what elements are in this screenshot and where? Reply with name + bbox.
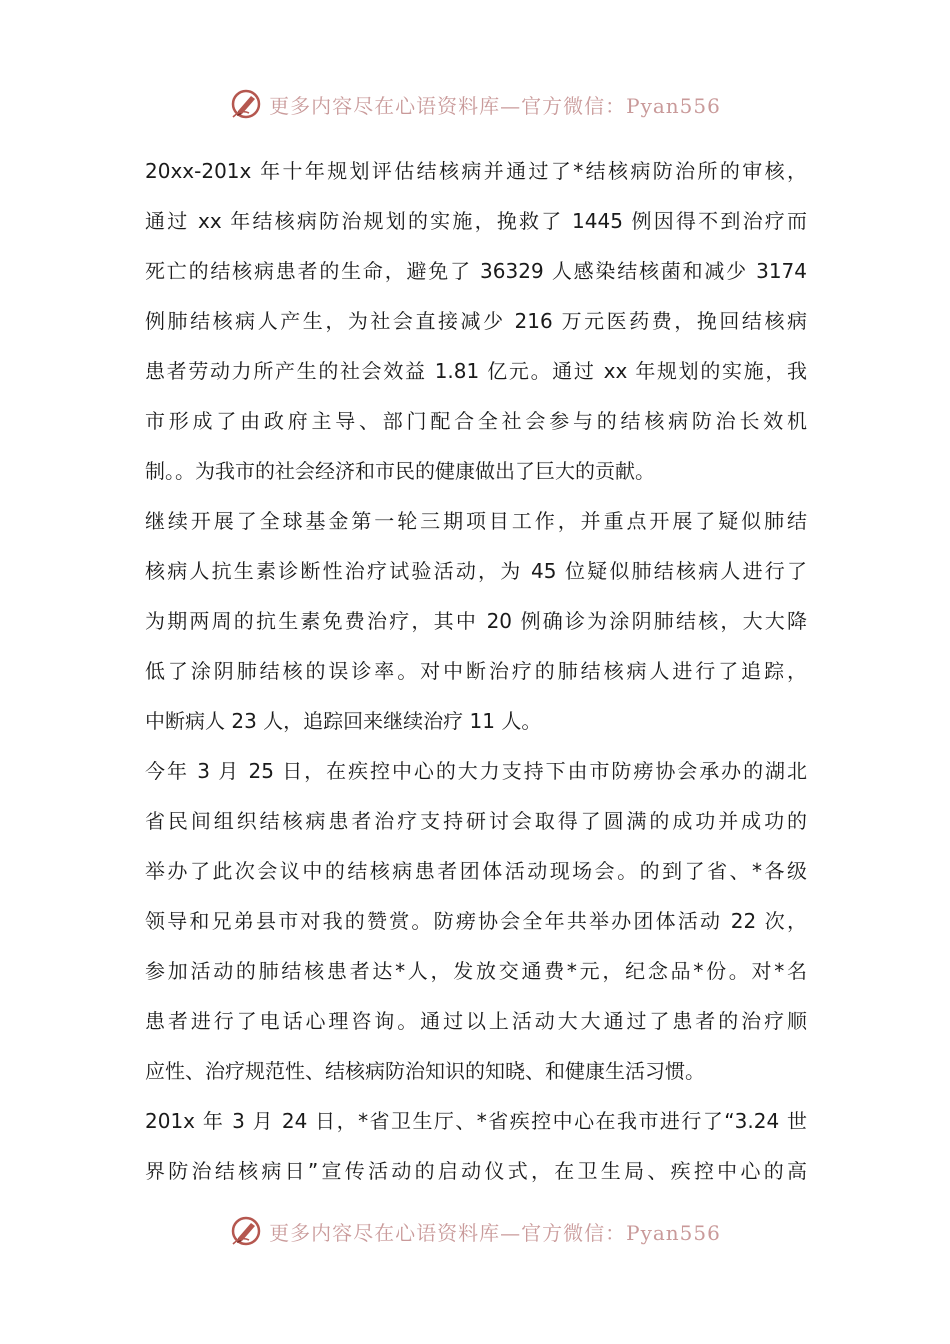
text-line: 患者劳动力所产生的社会效益 1.81 亿元。通过 xx 年规划的实施，我 xyxy=(145,359,807,383)
header-banner xyxy=(0,84,950,124)
text-line: 例肺结核病人产生，为社会直接减少 216 万元医药费，挽回结核病 xyxy=(145,309,807,333)
text-line: 低了涂阴肺结核的误诊率。对中断治疗的肺结核病人进行了追踪， xyxy=(145,659,807,683)
text-line: 20xx-201x 年十年规划评估结核病并通过了*结核病防治所的审核， xyxy=(145,159,807,183)
text-line: 死亡的结核病患者的生命，避免了 36329 人感染结核菌和减少 3174 xyxy=(145,259,807,283)
paragraph-3 xyxy=(145,746,807,1096)
text-line: 领导和兄弟县市对我的赞赏。防痨协会全年共举办团体活动 22 次， xyxy=(145,909,807,933)
text-line: 参加活动的肺结核患者达*人，发放交通费*元，纪念品*份。对*名 xyxy=(145,959,807,983)
document-body xyxy=(145,146,807,1196)
text-line: 制。。为我市的社会经济和市民的健康做出了巨大的贡献。 xyxy=(145,459,655,483)
footer-banner-text: 更多内容尽在心语资料库—官方微信：Pyan556 xyxy=(269,1220,721,1245)
pen-logo-icon xyxy=(229,1214,263,1248)
text-line: 继续开展了全球基金第一轮三期项目工作，并重点开展了疑似肺结 xyxy=(145,509,807,533)
paragraph-1 xyxy=(145,146,807,496)
pen-logo-icon xyxy=(229,87,263,121)
text-line: 举办了此次会议中的结核病患者团体活动现场会。的到了省、*各级 xyxy=(145,859,807,883)
text-line: 中断病人 23 人，追踪回来继续治疗 11 人。 xyxy=(145,709,542,733)
text-line: 界防治结核病日”宣传活动的启动仪式，在卫生局、疾控中心的高 xyxy=(145,1159,807,1183)
text-line: 应性、治疗规范性、结核病防治知识的知晓、和健康生活习惯。 xyxy=(145,1059,705,1083)
text-line: 为期两周的抗生素免费治疗，其中 20 例确诊为涂阴肺结核，大大降 xyxy=(145,609,807,633)
text-line: 核病人抗生素诊断性治疗试验活动，为 45 位疑似肺结核病人进行了 xyxy=(145,559,807,583)
text-line: 今年 3 月 25 日，在疾控中心的大力支持下由市防痨协会承办的湖北 xyxy=(145,759,807,783)
text-line: 患者进行了电话心理咨询。通过以上活动大大通过了患者的治疗顺 xyxy=(145,1009,807,1033)
header-banner-text: 更多内容尽在心语资料库—官方微信：Pyan556 xyxy=(269,93,721,118)
paragraph-2 xyxy=(145,496,807,746)
text-line: 通过 xx 年结核病防治规划的实施，挽救了 1445 例因得不到治疗而 xyxy=(145,209,807,233)
paragraph-4 xyxy=(145,1096,807,1196)
text-line: 市形成了由政府主导、部门配合全社会参与的结核病防治长效机 xyxy=(145,409,807,433)
text-line: 201x 年 3 月 24 日，*省卫生厅、*省疾控中心在我市进行了“3.24 世 xyxy=(145,1109,807,1133)
text-line: 省民间组织结核病患者治疗支持研讨会取得了圆满的成功并成功的 xyxy=(145,809,807,833)
footer-banner xyxy=(0,1211,950,1251)
